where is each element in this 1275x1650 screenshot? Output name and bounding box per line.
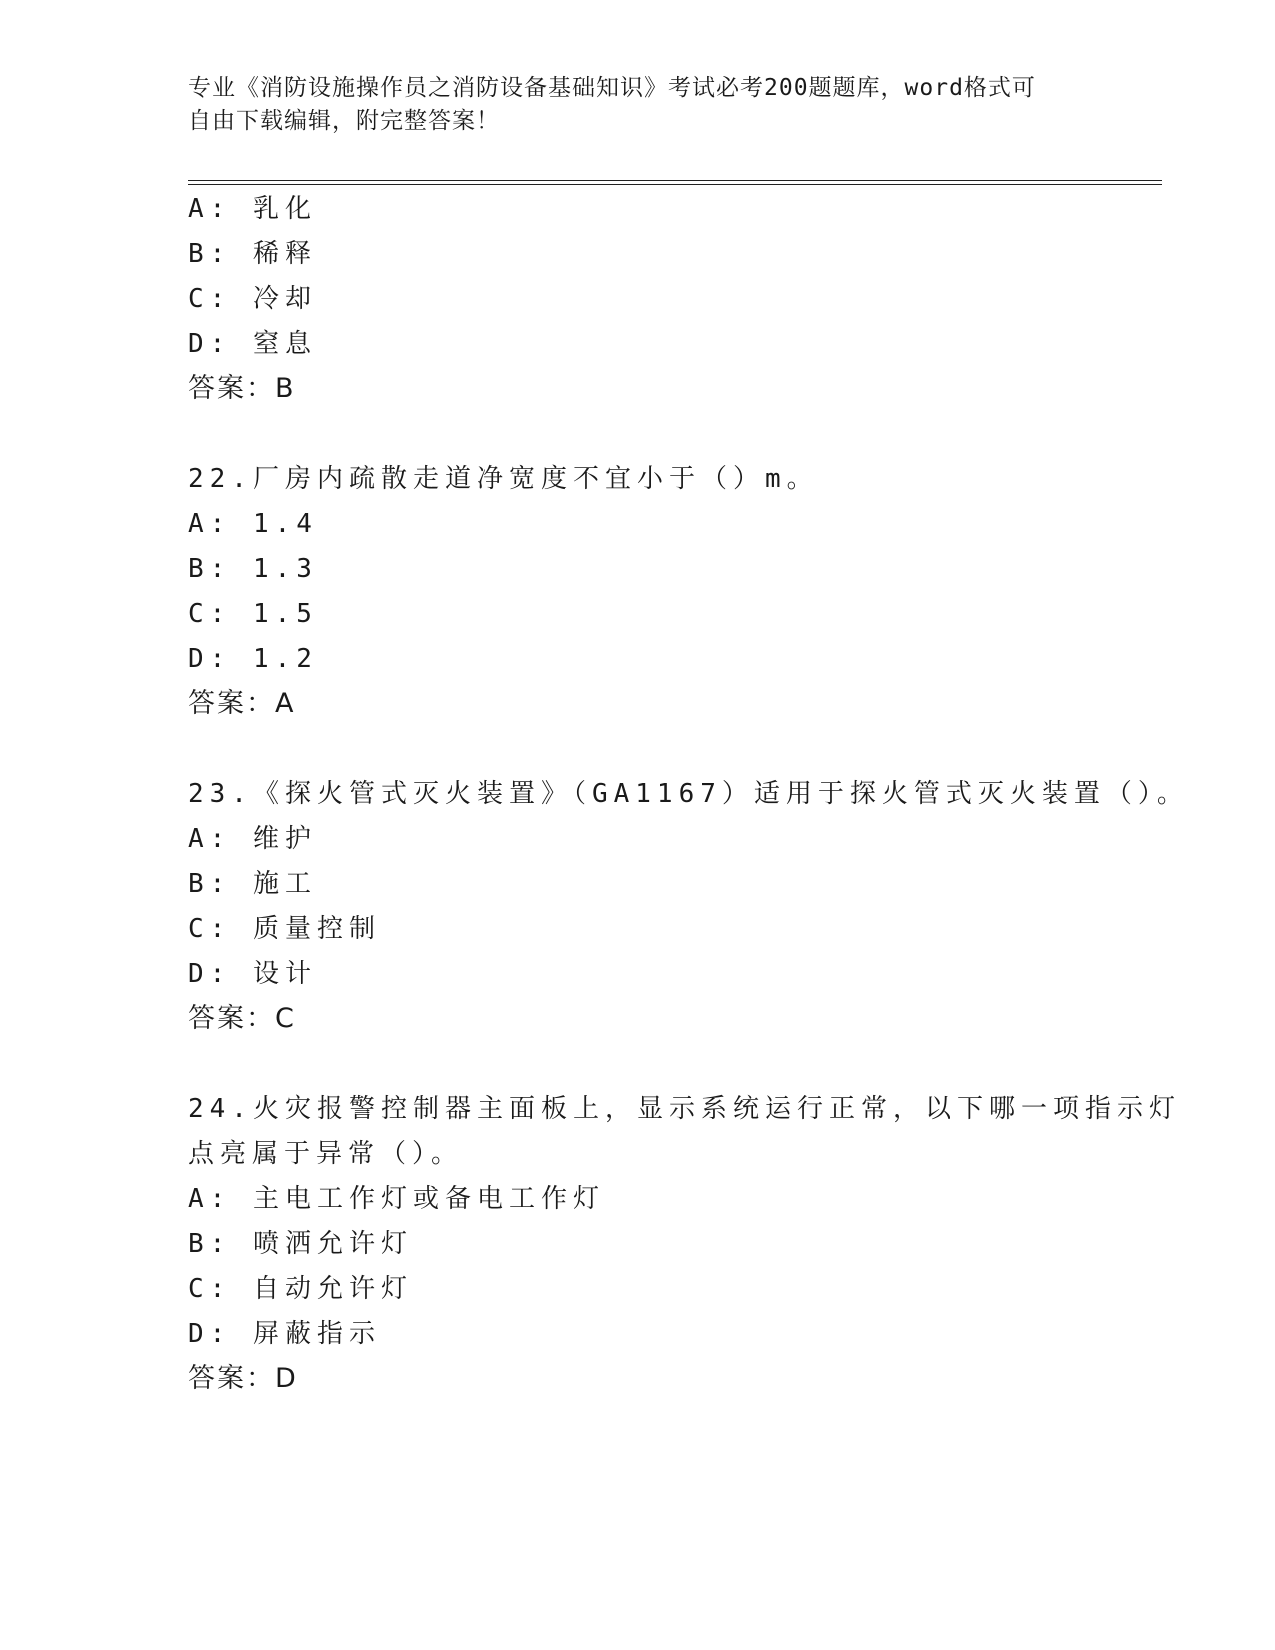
q21-option-c: C: 冷却 [188,284,317,314]
document-header [188,72,1088,138]
q24-option-d: D: 屏蔽指示 [188,1319,381,1349]
q23-option-b: B: 施工 [188,869,317,899]
q22-answer: 答案：A [188,688,296,719]
q22-option-d: D: 1.2 [188,644,318,674]
q23-option-c: C: 质量控制 [188,914,381,944]
q23-stem: 23.《探火管式灭火装置》（GA1167）适用于探火管式灭火装置（）。 [188,779,1189,809]
header-line-2: 自由下载编辑，附完整答案！ [188,108,500,134]
q22-stem: 22.厂房内疏散走道净宽度不宜小于（）m。 [188,464,819,494]
q21-option-a: A: 乳化 [188,194,317,224]
q22-option-a: A: 1.4 [188,509,318,539]
q23-option-d: D: 设计 [188,959,317,989]
q21-option-d: D: 窒息 [188,329,317,359]
q22-option-b: B: 1.3 [188,554,318,584]
q24-stem-line-1: 24.火灾报警控制器主面板上，显示系统运行正常，以下哪一项指示灯 [188,1094,1181,1124]
q23-option-a: A: 维护 [188,824,317,854]
q23-answer: 答案：C [188,1003,296,1034]
q22-option-c: C: 1.5 [188,599,318,629]
q24-answer: 答案：D [188,1363,298,1394]
q21-answer: 答案：B [188,373,296,404]
header-divider-bottom [188,184,1162,185]
q24-option-a: A: 主电工作灯或备电工作灯 [188,1184,605,1214]
q21-option-b: B: 稀释 [188,239,317,269]
q24-stem-line-2: 点亮属于异常（）。 [188,1139,464,1169]
header-divider-top [188,180,1162,181]
q24-option-c: C: 自动允许灯 [188,1274,413,1304]
header-line-1: 专业《消防设施操作员之消防设备基础知识》考试必考200题题库，word格式可 [188,75,1036,101]
q24-option-b: B: 喷洒允许灯 [188,1229,413,1259]
